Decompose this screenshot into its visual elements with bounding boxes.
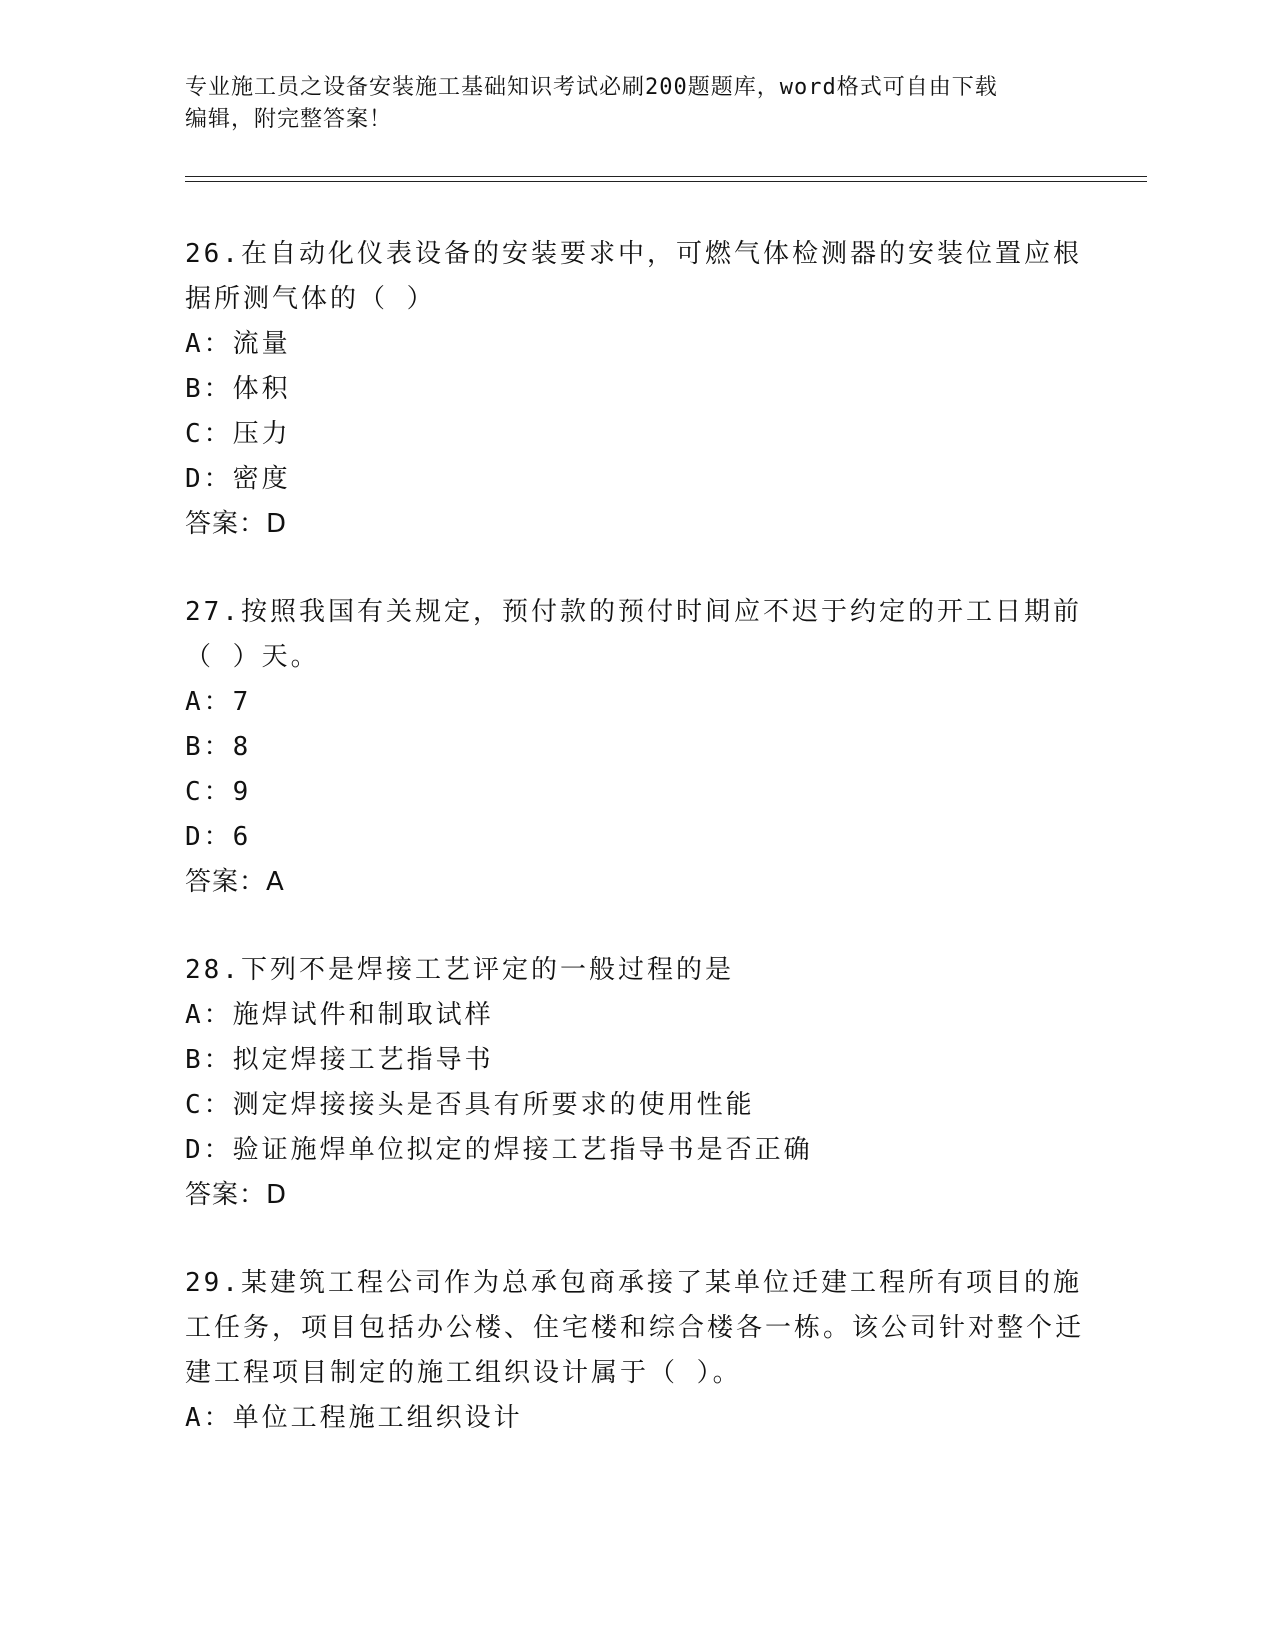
- question-text: 28.下列不是焊接工艺评定的一般过程的是: [185, 955, 734, 985]
- question-text: 27.按照我国有关规定，预付款的预付时间应不迟于约定的开工日期前（ ）天。: [185, 597, 1082, 672]
- option-c: C：压力: [185, 419, 291, 449]
- header-line-1: 专业施工员之设备安装施工基础知识考试必刷200题题库，word格式可自由下载: [185, 75, 998, 100]
- question-29: [185, 1261, 1085, 1441]
- option-b: B：拟定焊接工艺指导书: [185, 1045, 494, 1075]
- option-a: A：流量: [185, 329, 291, 359]
- option-b: B：8: [185, 732, 252, 762]
- option-d: D：6: [185, 822, 252, 852]
- question-27: [185, 590, 1085, 905]
- answer-line: 答案：D: [185, 509, 288, 539]
- question-list: [185, 232, 1085, 1484]
- option-a: A：7: [185, 687, 252, 717]
- question-text: 29.某建筑工程公司作为总承包商承接了某单位迁建工程所有项目的施工任务，项目包括办公楼、住宅楼和综合楼各一栋。该公司针对整个迁建工程项目制定的施工组织设计属于（ ）。: [185, 1268, 1085, 1388]
- header-line-2: 编辑，附完整答案！: [185, 107, 393, 132]
- answer-line: 答案：A: [185, 867, 285, 897]
- option-c: C：测定焊接接头是否具有所要求的使用性能: [185, 1090, 755, 1120]
- question-28: [185, 948, 1085, 1218]
- header-divider-bottom: [185, 181, 1147, 182]
- answer-line: 答案：D: [185, 1180, 288, 1210]
- option-d: D：验证施焊单位拟定的焊接工艺指导书是否正确: [185, 1135, 813, 1165]
- question-text: 26.在自动化仪表设备的安装要求中，可燃气体检测器的安装位置应根据所测气体的（ ）: [185, 239, 1082, 314]
- document-header: [185, 72, 1085, 136]
- header-divider-top: [185, 176, 1147, 177]
- option-b: B：体积: [185, 374, 291, 404]
- option-a: A：施焊试件和制取试样: [185, 1000, 494, 1030]
- option-c: C：9: [185, 777, 252, 807]
- question-26: [185, 232, 1085, 547]
- option-d: D：密度: [185, 464, 291, 494]
- option-a: A：单位工程施工组织设计: [185, 1403, 523, 1433]
